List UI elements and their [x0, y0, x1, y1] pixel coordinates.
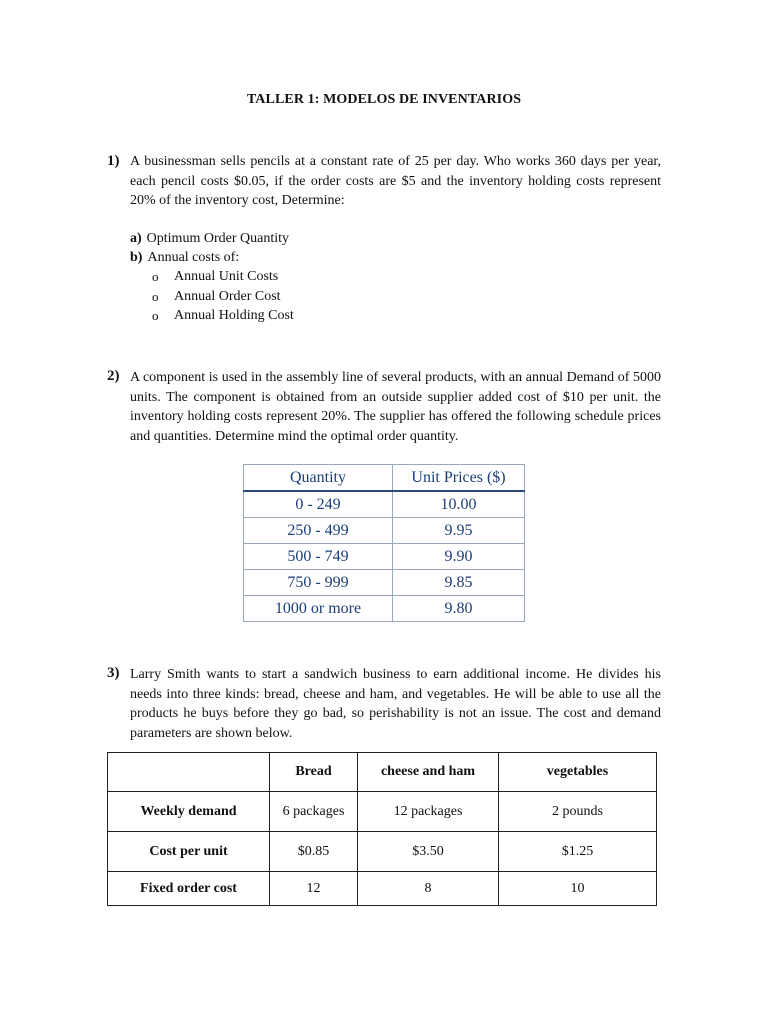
- table-row: [108, 872, 657, 906]
- quantity-cell: 750 - 999: [244, 570, 393, 596]
- table-cell: 12: [270, 872, 358, 906]
- table-cell: 6 packages: [270, 792, 358, 832]
- question-3-line: needs into three kinds: bread, cheese and ham, and vegetables. He will be able to use all: [130, 686, 640, 702]
- sub-item-text: Annual Order Cost: [174, 289, 281, 304]
- item-a-text: Optimum Order Quantity: [146, 231, 289, 246]
- table-row: [244, 596, 525, 622]
- header-quantity: Quantity: [244, 465, 393, 492]
- table-cell: $0.85: [270, 832, 358, 872]
- quantity-cell: 500 - 749: [244, 544, 393, 570]
- question-3-line: demand parameters are shown below.: [130, 706, 662, 741]
- question-1-item-a: [130, 231, 289, 247]
- question-3-text: [130, 665, 661, 743]
- question-1-line: year, each pencil costs $0.05, if the order costs are $5 and the inventory holding costs: [130, 154, 662, 189]
- table-row: [108, 792, 657, 832]
- row-label: Cost per unit: [108, 832, 270, 872]
- header-cheese-and-ham: cheese and ham: [358, 753, 499, 792]
- table-cell: 10: [499, 872, 657, 906]
- question-2-line: 5000 units. The component is obtained from an outside supplier added cost of $10 per: [130, 370, 662, 405]
- question-3-number: 3): [107, 665, 120, 681]
- table-row: [244, 491, 525, 518]
- price-cell: 9.90: [393, 544, 525, 570]
- header-empty: [108, 753, 270, 792]
- question-1-text: [130, 152, 661, 211]
- question-1-line: A businessman sells pencils at a constant rate of 25 per day. Who works 360 days per: [130, 154, 630, 169]
- table-cell: $1.25: [499, 832, 657, 872]
- question-2-number: 2): [107, 368, 120, 384]
- row-label: Fixed order cost: [108, 872, 270, 906]
- demand-parameters-table: [107, 752, 657, 906]
- header-bread: Bread: [270, 753, 358, 792]
- price-cell: 10.00: [393, 491, 525, 518]
- price-cell: 9.80: [393, 596, 525, 622]
- sub-item-text: Annual Unit Costs: [174, 269, 279, 284]
- price-schedule-table: [243, 464, 525, 622]
- page-title: TALLER 1: MODELOS DE INVENTARIOS: [246, 92, 522, 107]
- question-2-line: schedule prices and quantities. Determine mind the optimal order quantity.: [130, 409, 661, 444]
- quantity-cell: 1000 or more: [244, 596, 393, 622]
- item-a-label: a): [130, 231, 142, 246]
- table-row: [244, 518, 525, 544]
- table-header-row: [244, 465, 525, 492]
- question-3-line: the products he buys before they go bad, so perishability is not an issue. The cost and: [130, 686, 662, 721]
- question-2-text: [130, 368, 661, 446]
- bullet-icon: o: [152, 269, 159, 284]
- table-row: [244, 570, 525, 596]
- bullet-icon: o: [152, 308, 159, 323]
- item-b-label: b): [130, 250, 143, 265]
- quantity-cell: 250 - 499: [244, 518, 393, 544]
- header-vegetables: vegetables: [499, 753, 657, 792]
- bullet-icon: o: [152, 289, 159, 304]
- question-2-line: A component is used in the assembly line of several products, with an annual Demand of: [130, 370, 630, 385]
- table-cell: $3.50: [358, 832, 499, 872]
- header-unit-prices: Unit Prices ($): [393, 465, 525, 492]
- table-header-row: [108, 753, 657, 792]
- question-2-line: unit. the inventory holding costs represent 20%. The supplier has offered the following: [130, 389, 661, 424]
- item-b-text: Annual costs of:: [147, 250, 240, 265]
- table-cell: 2 pounds: [499, 792, 657, 832]
- question-1-number: 1): [107, 153, 120, 169]
- table-cell: 8: [358, 872, 499, 906]
- table-cell: 12 packages: [358, 792, 499, 832]
- price-cell: 9.85: [393, 570, 525, 596]
- question-1-line: represent 20% of the inventory cost, Determine:: [130, 173, 661, 208]
- table-row: [244, 544, 525, 570]
- question-3-line: Larry Smith wants to start a sandwich business to earn additional income. He divides his: [130, 667, 661, 682]
- quantity-cell: 0 - 249: [244, 491, 393, 518]
- table-row: [108, 832, 657, 872]
- sub-item-text: Annual Holding Cost: [174, 308, 294, 323]
- price-cell: 9.95: [393, 518, 525, 544]
- row-label: Weekly demand: [108, 792, 270, 832]
- question-1-item-b: [130, 250, 239, 266]
